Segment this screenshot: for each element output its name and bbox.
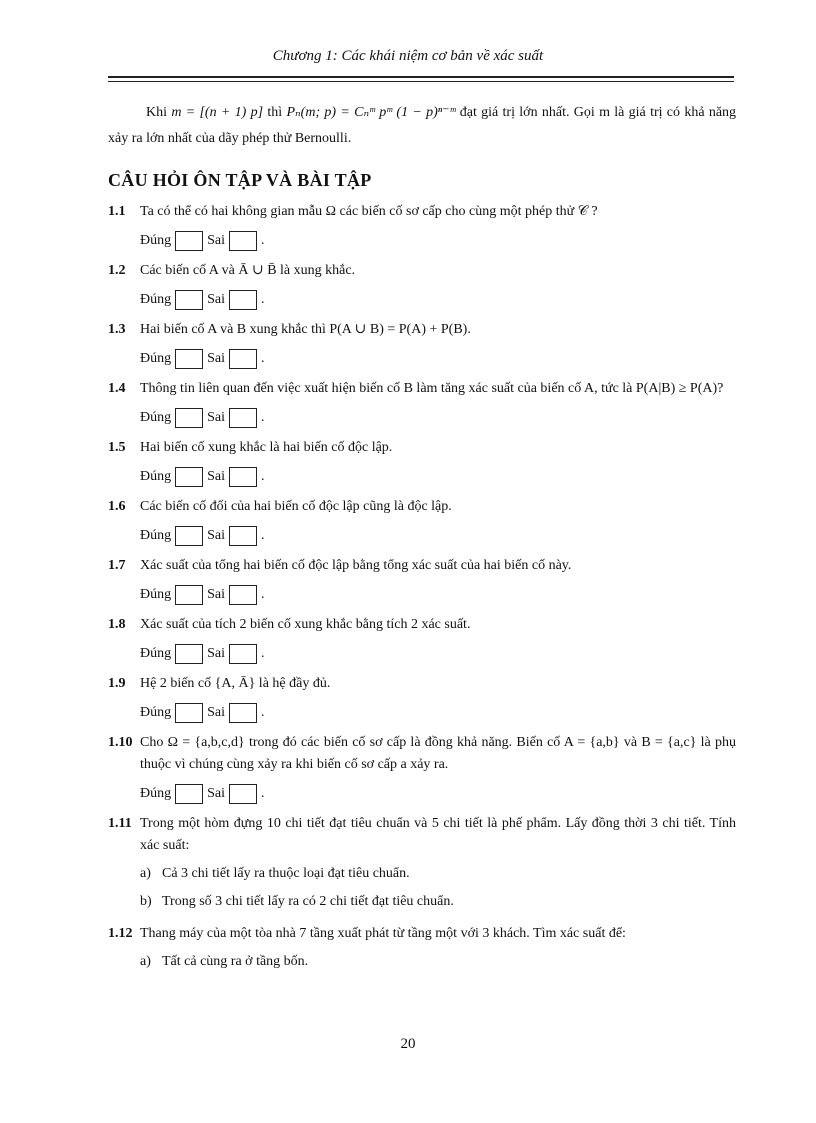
- question-item: [108, 673, 736, 695]
- question-number: 1.4: [108, 381, 126, 396]
- true-checkbox[interactable]: [175, 408, 203, 428]
- question-text: Các biến cố A và Ā ∪ B̄ là xung khắc.: [140, 263, 356, 278]
- false-label: Sai: [207, 233, 226, 248]
- false-checkbox[interactable]: [229, 408, 257, 428]
- question-number: 1.10: [108, 735, 133, 750]
- header-rule-thin: [108, 81, 734, 82]
- answer-row: [140, 230, 736, 252]
- sub-label: a): [140, 954, 151, 969]
- question-item: [108, 732, 736, 776]
- true-label: Đúng: [140, 587, 172, 602]
- true-label: Đúng: [140, 786, 172, 801]
- false-checkbox[interactable]: [229, 526, 257, 546]
- true-label: Đúng: [140, 351, 172, 366]
- false-label: Sai: [207, 292, 226, 307]
- false-label: Sai: [207, 646, 226, 661]
- question-text: Các biến cố đối của hai biến cố độc lập cũng là độc lập.: [140, 499, 452, 514]
- true-label: Đúng: [140, 292, 172, 307]
- question-item: [108, 378, 736, 400]
- answer-row: [140, 289, 736, 311]
- answer-row: [140, 466, 736, 488]
- false-checkbox[interactable]: [229, 703, 257, 723]
- false-checkbox[interactable]: [229, 784, 257, 804]
- sub-item-a: [140, 951, 736, 973]
- sub-text: Trong số 3 chi tiết lấy ra có 2 chi tiết đạt tiêu chuẩn.: [162, 894, 454, 909]
- intro-word-thi: thì: [267, 105, 283, 120]
- answer-period: .: [261, 233, 265, 248]
- answer-row: [140, 348, 736, 370]
- question-number: 1.3: [108, 322, 126, 337]
- page-header: Chương 1: Các khái niệm cơ bản về xác suất: [272, 48, 544, 64]
- intro-text: đạt giá trị lớn nhất. Gọi m là giá trị có khả năng xảy ra lớn nhất của dãy phép thử Bernoulli.: [108, 105, 737, 146]
- sub-item-a: [140, 863, 736, 885]
- true-checkbox[interactable]: [175, 703, 203, 723]
- question-text: Hệ 2 biến cố {A, Ā} là hệ đầy đủ.: [140, 676, 331, 691]
- false-checkbox[interactable]: [229, 349, 257, 369]
- false-checkbox[interactable]: [229, 644, 257, 664]
- true-checkbox[interactable]: [175, 467, 203, 487]
- question-number: 1.11: [108, 816, 132, 831]
- header-rule-thick: [108, 76, 734, 78]
- answer-period: .: [261, 705, 265, 720]
- answer-period: .: [261, 786, 265, 801]
- question-text: Ta có thể có hai không gian mẫu Ω các biến cố sơ cấp cho cùng một phép thử 𝒞 ?: [140, 204, 598, 219]
- answer-period: .: [261, 469, 265, 484]
- question-number: 1.8: [108, 617, 126, 632]
- true-checkbox[interactable]: [175, 526, 203, 546]
- question-item: [108, 260, 736, 282]
- true-label: Đúng: [140, 646, 172, 661]
- true-checkbox[interactable]: [175, 290, 203, 310]
- false-checkbox[interactable]: [229, 467, 257, 487]
- page-number: 20: [400, 1036, 416, 1052]
- question-text: Xác suất của tổng hai biến cố độc lập bằng tổng xác suất của hai biến cố này.: [140, 558, 572, 573]
- false-label: Sai: [207, 351, 226, 366]
- intro-word-khi: Khi: [146, 105, 167, 120]
- answer-row: [140, 525, 736, 547]
- false-label: Sai: [207, 410, 226, 425]
- question-text: Thông tin liên quan đến việc xuất hiện biến cố B làm tăng xác suất của biến cố A, tức là P(A|B) ≥ P(A)?: [140, 381, 724, 396]
- page-content: [108, 100, 736, 973]
- true-checkbox[interactable]: [175, 784, 203, 804]
- true-label: Đúng: [140, 528, 172, 543]
- answer-period: .: [261, 351, 265, 366]
- question-item: [108, 555, 736, 577]
- sub-label: b): [140, 894, 152, 909]
- answer-period: .: [261, 587, 265, 602]
- false-label: Sai: [207, 469, 226, 484]
- question-item: [108, 614, 736, 636]
- true-checkbox[interactable]: [175, 644, 203, 664]
- formula-m: m = [(n + 1) p]: [171, 105, 264, 120]
- question-number: 1.1: [108, 204, 126, 219]
- answer-row: [140, 783, 736, 805]
- answer-period: .: [261, 292, 265, 307]
- false-label: Sai: [207, 705, 226, 720]
- section-title: CÂU HỎI ÔN TẬP VÀ BÀI TẬP: [108, 170, 372, 190]
- question-number: 1.6: [108, 499, 126, 514]
- question-text: Hai biến cố A và B xung khắc thì P(A ∪ B) = P(A) + P(B).: [140, 322, 471, 337]
- question-text: Cho Ω = {a,b,c,d} trong đó các biến cố sơ cấp là đồng khả năng. Biến cố A = {a,b} và B = {a,c} là phụ thuộc vì chúng cùng xảy ra khi biến cố sơ cấp a xảy ra.: [140, 735, 736, 772]
- sub-item-b: [140, 891, 736, 913]
- question-text: Thang máy của một tòa nhà 7 tầng xuất phát từ tầng một với 3 khách. Tìm xác suất để:: [140, 926, 626, 941]
- sub-label: a): [140, 866, 151, 881]
- formula-binomial: Pₙ(m; p) = Cₙᵐ pᵐ (1 − p)ⁿ⁻ᵐ: [286, 105, 456, 120]
- true-label: Đúng: [140, 233, 172, 248]
- true-label: Đúng: [140, 469, 172, 484]
- false-label: Sai: [207, 587, 226, 602]
- true-label: Đúng: [140, 410, 172, 425]
- answer-row: [140, 407, 736, 429]
- question-number: 1.7: [108, 558, 126, 573]
- answer-row: [140, 643, 736, 665]
- sub-text: Tất cả cùng ra ở tầng bốn.: [162, 954, 309, 969]
- intro-paragraph: [108, 100, 736, 152]
- answer-row: [140, 584, 736, 606]
- answer-period: .: [261, 410, 265, 425]
- question-text: Hai biến cố xung khắc là hai biến cố độc lập.: [140, 440, 393, 455]
- question-item: [108, 437, 736, 459]
- false-label: Sai: [207, 786, 226, 801]
- question-item: [108, 496, 736, 518]
- question-text: Xác suất của tích 2 biến cố xung khắc bằng tích 2 xác suất.: [140, 617, 471, 632]
- question-1-11: [108, 813, 736, 857]
- question-1-12: [108, 923, 736, 945]
- question-text: Trong một hòm đựng 10 chi tiết đạt tiêu chuẩn và 5 chi tiết là phế phẩm. Lấy đồng thời 3 chi tiết. Tính xác suất:: [140, 816, 736, 853]
- question-number: 1.12: [108, 926, 133, 941]
- question-number: 1.5: [108, 440, 126, 455]
- false-checkbox[interactable]: [229, 290, 257, 310]
- answer-period: .: [261, 528, 265, 543]
- question-list: [108, 201, 736, 805]
- false-checkbox[interactable]: [229, 231, 257, 251]
- false-label: Sai: [207, 528, 226, 543]
- true-label: Đúng: [140, 705, 172, 720]
- true-checkbox[interactable]: [175, 585, 203, 605]
- true-checkbox[interactable]: [175, 231, 203, 251]
- question-item: [108, 201, 736, 223]
- sub-text: Cả 3 chi tiết lấy ra thuộc loại đạt tiêu chuẩn.: [162, 866, 410, 881]
- question-number: 1.2: [108, 263, 126, 278]
- true-checkbox[interactable]: [175, 349, 203, 369]
- answer-period: .: [261, 646, 265, 661]
- question-item: [108, 319, 736, 341]
- answer-row: [140, 702, 736, 724]
- question-number: 1.9: [108, 676, 126, 691]
- false-checkbox[interactable]: [229, 585, 257, 605]
